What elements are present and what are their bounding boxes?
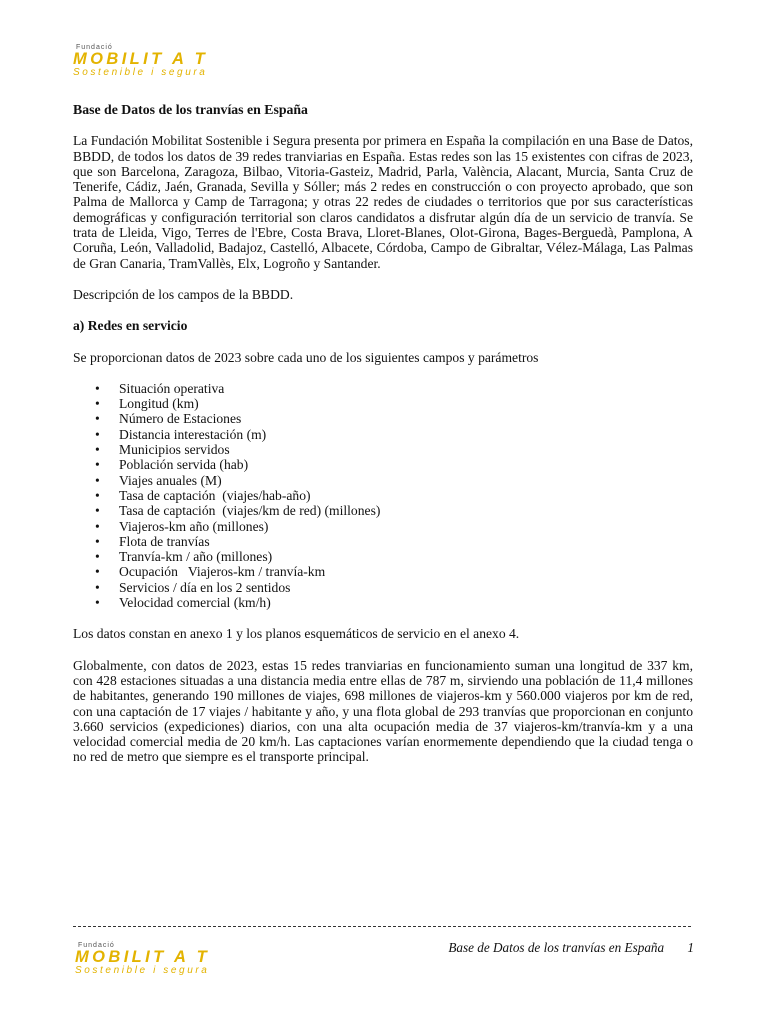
page-number: 1 (687, 940, 694, 955)
list-item-label: Ocupación Viajeros-km / tranvía-km (119, 564, 326, 580)
section-a-lead: Se proporcionan datos de 2023 sobre cada uno de los siguientes campos y parámetros (73, 349, 539, 365)
bullet-icon: • (95, 564, 100, 580)
list-item (73, 549, 693, 564)
list-item (73, 381, 693, 396)
logo-wordmark: MOBILIT A T (75, 948, 211, 966)
logo-foundation-label: Fundació (76, 44, 113, 51)
list-item (73, 564, 693, 579)
document-title: Base de Datos de los tranvías en España (73, 102, 308, 117)
list-item-label: Servicios / día en los 2 sentidos (119, 579, 291, 595)
list-item (73, 488, 693, 503)
list-item (73, 534, 693, 549)
list-item-label: Tranvía-km / año (millones) (119, 549, 273, 565)
list-item-label: Velocidad comercial (km/h) (119, 595, 271, 611)
list-item (73, 473, 693, 488)
logo-tagline: Sostenible i segura (73, 67, 208, 78)
list-item (73, 442, 693, 457)
bullet-icon: • (95, 442, 100, 458)
list-item-label: Número de Estaciones (119, 411, 242, 427)
list-item (73, 519, 693, 534)
list-item (73, 503, 693, 518)
bullet-icon: • (95, 579, 100, 595)
list-item-label: Longitud (km) (119, 396, 199, 412)
footer-divider (73, 926, 691, 927)
bullet-icon: • (95, 503, 100, 519)
list-item (73, 396, 693, 411)
footer-title: Base de Datos de los tranvías en España (448, 940, 665, 955)
bullet-icon: • (95, 457, 100, 473)
list-item-label: Situación operativa (119, 380, 225, 396)
list-item-label: Tasa de captación (viajes/km de red) (millones) (119, 503, 381, 519)
logo-foundation-label: Fundació (78, 942, 115, 949)
fields-description: Descripción de los campos de la BBDD. (73, 286, 294, 302)
list-item-label: Distancia interestación (m) (119, 426, 267, 442)
section-heading-a: a) Redes en servicio (73, 318, 188, 334)
bullet-icon: • (95, 487, 100, 503)
bullet-icon: • (95, 472, 100, 488)
footer-logo (75, 942, 235, 977)
footer-caption (448, 940, 694, 956)
list-item-label: Población servida (hab) (119, 457, 249, 473)
list-item (73, 595, 693, 610)
list-item (73, 580, 693, 595)
bullet-icon: • (95, 549, 100, 565)
bullet-icon: • (95, 426, 100, 442)
list-item-label: Tasa de captación (viajes/hab-año) (119, 487, 311, 503)
list-item-label: Flota de tranvías (119, 533, 210, 549)
document-body (73, 102, 693, 765)
list-item (73, 411, 693, 426)
bullet-icon: • (95, 595, 100, 611)
list-item-label: Viajeros-km año (millones) (119, 518, 269, 534)
list-item-label: Municipios servidos (119, 442, 230, 458)
logo-wordmark: MOBILIT A T (73, 50, 209, 68)
annex-note: Los datos constan en anexo 1 y los planos esquemáticos de servicio en el anexo 4. (73, 626, 520, 642)
fields-list (73, 381, 693, 610)
header-logo (73, 44, 233, 79)
list-item-label: Viajes anuales (M) (119, 472, 222, 488)
bullet-icon: • (95, 518, 100, 534)
bullet-icon: • (95, 396, 100, 412)
logo-tagline: Sostenible i segura (75, 965, 210, 976)
list-item (73, 427, 693, 442)
bullet-icon: • (95, 380, 100, 396)
summary-paragraph: Globalmente, con datos de 2023, estas 15 redes tranviarias en funcionamiento suman una longitud de 337 km, con 428 estaciones situadas a una distancia media entre ellas de 787 m, sirviendo una población de 11,4 millones de habitantes, generando 190 millones de viajes, 698 millones de viajeros-km y 560.000 viajeros por km de red, con una captación de 17 viajes / habitante y año, y una flota global de 293 tranvías que proporcionan en conjunto 3.660 servicios (expediciones) diarios, con una alta ocupación media de 37 viajeros-km/tranvía-km y a una velocidad comercial media de 20 km/h. Las captaciones varían enormemente dependiendo que la ciudad tenga o no red de metro que siempre es el transporte principal. (73, 657, 693, 765)
intro-paragraph: La Fundación Mobilitat Sostenible i Segura presenta por primera en España la compilación en una Base de Datos, BBDD, de todos los datos de 39 redes tranviarias en España. Estas redes son las 15 existentes con cifras de 2023, que son Barcelona, Zaragoza, Bilbao, Vitoria-Gasteiz, Madrid, Parla, València, Alacant, Murcia, Santa Cruz de Tenerife, Cádiz, Jaén, Granada, Sevilla y Sóller; más 2 redes en construcción o con proyecto aprobado, que son Palma de Mallorca y Camp de Tarragona; y otras 22 redes de ciudades o territorios que por sus características demográficas y configuración territorial son claros candidatos a disfrutar algún día de un servicio de tranvía. Se trata de Lleida, Vigo, Terres de l'Ebre, Costa Brava, Lloret-Blanes, Olot-Girona, Bages-Berguedà, Pamplona, A Coruña, León, Valladolid, Badajoz, Castelló, Albacete, Córdoba, Campo de Gibraltar, Vélez-Málaga, Las Palmas de Gran Canaria, TramVallès, Elx, Logroño y Santander. (73, 133, 693, 271)
list-item (73, 457, 693, 472)
bullet-icon: • (95, 533, 100, 549)
bullet-icon: • (95, 411, 100, 427)
